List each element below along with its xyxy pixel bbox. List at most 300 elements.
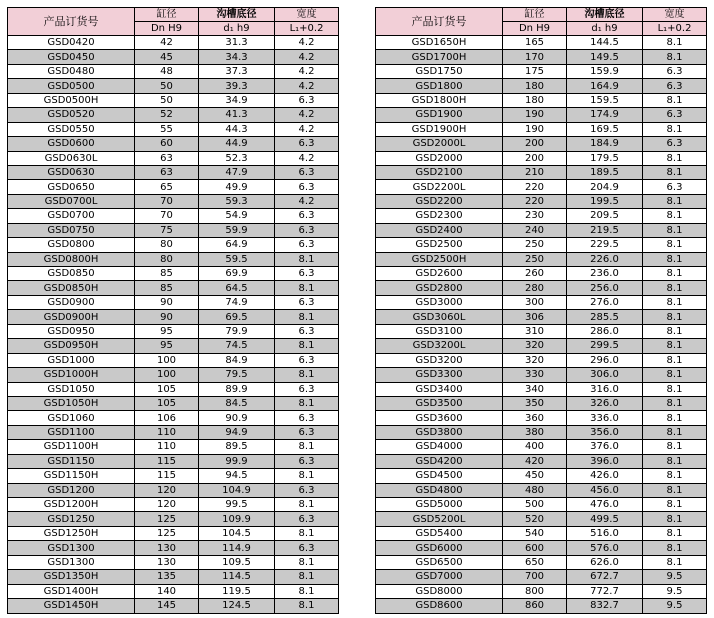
bore-cell: 380 <box>503 425 567 439</box>
groove-diameter-cell: 104.9 <box>199 483 275 497</box>
groove-diameter-cell: 236.0 <box>567 267 643 281</box>
part-number-cell: GSD2000L <box>376 137 503 151</box>
width-cell: 8.1 <box>643 267 707 281</box>
bore-cell: 110 <box>135 440 199 454</box>
bore-cell: 165 <box>503 36 567 50</box>
groove-diameter-cell: 74.5 <box>199 339 275 353</box>
table-row <box>376 194 707 208</box>
part-number-cell: GSD0630 <box>8 165 135 179</box>
groove-diameter-cell: 229.5 <box>567 238 643 252</box>
width-unit-header: L₁+0.2 <box>275 22 339 36</box>
groove-diameter-cell: 209.5 <box>567 209 643 223</box>
groove-diameter-cell: 184.9 <box>567 137 643 151</box>
table-row <box>376 151 707 165</box>
groove-diameter-header: 沟槽底径 <box>199 8 275 22</box>
bore-cell: 300 <box>503 295 567 309</box>
bore-cell: 500 <box>503 498 567 512</box>
part-number-cell: GSD1100 <box>8 425 135 439</box>
groove-diameter-cell: 169.5 <box>567 122 643 136</box>
part-number-cell: GSD3100 <box>376 324 503 338</box>
part-number-cell: GSD1200H <box>8 498 135 512</box>
bore-cell: 180 <box>503 79 567 93</box>
table-row <box>8 36 339 50</box>
table-row <box>8 93 339 107</box>
bore-cell: 110 <box>135 425 199 439</box>
part-number-cell: GSD3400 <box>376 382 503 396</box>
bore-cell: 200 <box>503 151 567 165</box>
width-cell: 6.3 <box>275 295 339 309</box>
width-cell: 8.1 <box>643 469 707 483</box>
header-row <box>376 8 707 22</box>
width-cell: 8.1 <box>275 526 339 540</box>
groove-unit-header: d₁ h9 <box>567 22 643 36</box>
table-row <box>376 541 707 555</box>
groove-diameter-cell: 44.9 <box>199 137 275 151</box>
width-cell: 8.1 <box>643 382 707 396</box>
width-header: 宽度 <box>275 8 339 22</box>
bore-cell: 330 <box>503 368 567 382</box>
part-number-cell: GSD1000 <box>8 353 135 367</box>
width-cell: 6.3 <box>275 425 339 439</box>
table-row <box>376 50 707 64</box>
part-number-cell: GSD7000 <box>376 570 503 584</box>
width-cell: 8.1 <box>643 295 707 309</box>
table-row <box>8 541 339 555</box>
part-number-cell: GSD5000 <box>376 498 503 512</box>
groove-diameter-cell: 276.0 <box>567 295 643 309</box>
width-cell: 8.1 <box>643 36 707 50</box>
width-cell: 6.3 <box>275 209 339 223</box>
part-number-cell: GSD2800 <box>376 281 503 295</box>
bore-cell: 200 <box>503 137 567 151</box>
bore-cell: 860 <box>503 599 567 613</box>
width-cell: 8.1 <box>275 368 339 382</box>
part-number-cell: GSD1650H <box>376 36 503 50</box>
bore-cell: 350 <box>503 396 567 410</box>
bore-cell: 145 <box>135 599 199 613</box>
bore-cell: 230 <box>503 209 567 223</box>
width-cell: 8.1 <box>275 599 339 613</box>
bore-cell: 70 <box>135 194 199 208</box>
table-row <box>376 108 707 122</box>
bore-cell: 50 <box>135 79 199 93</box>
groove-diameter-cell: 286.0 <box>567 324 643 338</box>
table-row <box>8 339 339 353</box>
table-row <box>376 93 707 107</box>
bore-cell: 80 <box>135 252 199 266</box>
groove-diameter-cell: 109.9 <box>199 512 275 526</box>
groove-diameter-cell: 426.0 <box>567 469 643 483</box>
groove-diameter-cell: 79.5 <box>199 368 275 382</box>
part-number-cell: GSD1100H <box>8 440 135 454</box>
table-row <box>376 512 707 526</box>
part-number-cell: GSD2200 <box>376 194 503 208</box>
part-number-cell: GSD3300 <box>376 368 503 382</box>
width-cell: 9.5 <box>643 570 707 584</box>
part-number-cell: GSD3200L <box>376 339 503 353</box>
bore-cell: 55 <box>135 122 199 136</box>
groove-diameter-cell: 41.3 <box>199 108 275 122</box>
part-number-cell: GSD1250 <box>8 512 135 526</box>
part-number-cell: GSD4800 <box>376 483 503 497</box>
width-cell: 8.1 <box>643 555 707 569</box>
bore-cell: 125 <box>135 512 199 526</box>
width-cell: 8.1 <box>643 454 707 468</box>
table-row <box>376 599 707 613</box>
part-number-cell: GSD3600 <box>376 411 503 425</box>
bore-cell: 540 <box>503 526 567 540</box>
groove-diameter-cell: 49.9 <box>199 180 275 194</box>
width-cell: 8.1 <box>643 252 707 266</box>
part-number-cell: GSD1800 <box>376 79 503 93</box>
part-number-cell: GSD1050 <box>8 382 135 396</box>
table-row <box>8 267 339 281</box>
groove-diameter-cell: 114.5 <box>199 570 275 584</box>
part-number-cell: GSD1800H <box>376 93 503 107</box>
part-number-cell: GSD0900H <box>8 310 135 324</box>
groove-diameter-cell: 89.9 <box>199 382 275 396</box>
part-number-cell: GSD2500 <box>376 238 503 252</box>
width-cell: 6.3 <box>643 79 707 93</box>
table-row <box>8 498 339 512</box>
width-cell: 8.1 <box>275 469 339 483</box>
bore-cell: 63 <box>135 165 199 179</box>
table-row <box>8 180 339 194</box>
bore-cell: 175 <box>503 64 567 78</box>
bore-cell: 120 <box>135 483 199 497</box>
groove-diameter-cell: 31.3 <box>199 36 275 50</box>
bore-cell: 100 <box>135 368 199 382</box>
part-number-cell: GSD0850 <box>8 267 135 281</box>
width-cell: 8.1 <box>643 526 707 540</box>
bore-cell: 280 <box>503 281 567 295</box>
bore-cell: 220 <box>503 194 567 208</box>
part-number-cell: GSD3800 <box>376 425 503 439</box>
part-number-cell: GSD2000 <box>376 151 503 165</box>
seal-spec-table-left <box>7 7 339 614</box>
groove-diameter-cell: 159.5 <box>567 93 643 107</box>
table-row <box>376 238 707 252</box>
bore-cell: 106 <box>135 411 199 425</box>
part-number-cell: GSD1250H <box>8 526 135 540</box>
width-cell: 8.1 <box>275 440 339 454</box>
groove-diameter-cell: 104.5 <box>199 526 275 540</box>
part-number-cell: GSD0950H <box>8 339 135 353</box>
part-number-cell: GSD6000 <box>376 541 503 555</box>
part-number-cell: GSD2100 <box>376 165 503 179</box>
groove-diameter-cell: 149.5 <box>567 50 643 64</box>
groove-diameter-cell: 69.9 <box>199 267 275 281</box>
width-cell: 9.5 <box>643 599 707 613</box>
table-row <box>8 396 339 410</box>
width-cell: 8.1 <box>275 281 339 295</box>
groove-diameter-cell: 832.7 <box>567 599 643 613</box>
table-row <box>8 252 339 266</box>
width-cell: 6.3 <box>275 324 339 338</box>
table-row <box>8 223 339 237</box>
table-row <box>8 295 339 309</box>
width-cell: 8.1 <box>643 512 707 526</box>
table-row <box>8 526 339 540</box>
bore-cell: 45 <box>135 50 199 64</box>
width-cell: 8.1 <box>275 584 339 598</box>
table-row <box>8 599 339 613</box>
table-row <box>8 64 339 78</box>
table-row <box>8 194 339 208</box>
part-number-cell: GSD0600 <box>8 137 135 151</box>
groove-diameter-cell: 219.5 <box>567 223 643 237</box>
width-cell: 6.3 <box>643 108 707 122</box>
width-cell: 8.1 <box>643 310 707 324</box>
width-cell: 6.3 <box>275 411 339 425</box>
table-row <box>8 584 339 598</box>
bore-cell: 42 <box>135 36 199 50</box>
bore-header: 缸径 <box>503 8 567 22</box>
table-row <box>8 425 339 439</box>
table-row <box>376 324 707 338</box>
groove-diameter-cell: 626.0 <box>567 555 643 569</box>
table-row <box>376 267 707 281</box>
table-row <box>376 570 707 584</box>
bore-cell: 320 <box>503 353 567 367</box>
part-number-cell: GSD1750 <box>376 64 503 78</box>
width-cell: 6.3 <box>275 512 339 526</box>
bore-cell: 600 <box>503 541 567 555</box>
groove-diameter-cell: 99.9 <box>199 454 275 468</box>
width-cell: 8.1 <box>643 324 707 338</box>
width-cell: 4.2 <box>275 122 339 136</box>
table-row <box>376 498 707 512</box>
table-row <box>376 425 707 439</box>
table-row <box>376 555 707 569</box>
part-number-cell: GSD3200 <box>376 353 503 367</box>
part-number-cell: GSD1150 <box>8 454 135 468</box>
part-number-cell: GSD0500 <box>8 79 135 93</box>
bore-cell: 220 <box>503 180 567 194</box>
width-cell: 6.3 <box>275 137 339 151</box>
width-cell: 8.1 <box>643 498 707 512</box>
width-cell: 8.1 <box>643 396 707 410</box>
table-row <box>8 79 339 93</box>
bore-cell: 480 <box>503 483 567 497</box>
bore-cell: 310 <box>503 324 567 338</box>
part-number-cell: GSD2200L <box>376 180 503 194</box>
width-cell: 8.1 <box>643 50 707 64</box>
groove-diameter-cell: 64.9 <box>199 238 275 252</box>
groove-diameter-cell: 64.5 <box>199 281 275 295</box>
groove-diameter-cell: 74.9 <box>199 295 275 309</box>
part-number-cell: GSD0750 <box>8 223 135 237</box>
table-row <box>8 108 339 122</box>
part-number-cell: GSD2600 <box>376 267 503 281</box>
part-number-cell: GSD0900 <box>8 295 135 309</box>
width-cell: 8.1 <box>643 194 707 208</box>
table-row <box>8 411 339 425</box>
groove-diameter-cell: 299.5 <box>567 339 643 353</box>
part-number-cell: GSD0550 <box>8 122 135 136</box>
width-cell: 8.1 <box>643 223 707 237</box>
groove-diameter-cell: 124.5 <box>199 599 275 613</box>
bore-cell: 50 <box>135 93 199 107</box>
part-number-cell: GSD1400H <box>8 584 135 598</box>
bore-cell: 240 <box>503 223 567 237</box>
width-header: 宽度 <box>643 8 707 22</box>
groove-diameter-cell: 94.5 <box>199 469 275 483</box>
part-number-cell: GSD0520 <box>8 108 135 122</box>
width-cell: 4.2 <box>275 194 339 208</box>
bore-header: 缸径 <box>135 8 199 22</box>
groove-diameter-cell: 59.5 <box>199 252 275 266</box>
table-row <box>376 165 707 179</box>
table-row <box>376 122 707 136</box>
table-row <box>8 310 339 324</box>
width-cell: 8.1 <box>275 339 339 353</box>
width-cell: 8.1 <box>643 411 707 425</box>
part-number-cell: GSD0420 <box>8 36 135 50</box>
groove-diameter-cell: 90.9 <box>199 411 275 425</box>
width-cell: 4.2 <box>275 50 339 64</box>
groove-diameter-cell: 456.0 <box>567 483 643 497</box>
width-cell: 8.1 <box>643 281 707 295</box>
part-number-cell: GSD0800H <box>8 252 135 266</box>
groove-diameter-cell: 199.5 <box>567 194 643 208</box>
table-row <box>376 295 707 309</box>
bore-cell: 105 <box>135 396 199 410</box>
groove-diameter-cell: 296.0 <box>567 353 643 367</box>
table-row <box>8 555 339 569</box>
bore-cell: 400 <box>503 440 567 454</box>
table-row <box>376 310 707 324</box>
bore-cell: 340 <box>503 382 567 396</box>
bore-cell: 180 <box>503 93 567 107</box>
groove-diameter-cell: 256.0 <box>567 281 643 295</box>
groove-diameter-cell: 69.5 <box>199 310 275 324</box>
table-row <box>8 512 339 526</box>
part-number-cell: GSD1300 <box>8 555 135 569</box>
table-row <box>8 151 339 165</box>
part-number-cell: GSD0950 <box>8 324 135 338</box>
groove-diameter-cell: 109.5 <box>199 555 275 569</box>
table-row <box>376 483 707 497</box>
groove-diameter-cell: 34.3 <box>199 50 275 64</box>
width-cell: 4.2 <box>275 64 339 78</box>
width-cell: 9.5 <box>643 584 707 598</box>
bore-cell: 140 <box>135 584 199 598</box>
width-cell: 8.1 <box>643 93 707 107</box>
width-cell: 8.1 <box>275 555 339 569</box>
part-number-cell: GSD1350H <box>8 570 135 584</box>
bore-cell: 420 <box>503 454 567 468</box>
bore-cell: 70 <box>135 209 199 223</box>
table-row <box>376 469 707 483</box>
part-number-cell: GSD1200 <box>8 483 135 497</box>
part-number-cell: GSD1700H <box>376 50 503 64</box>
width-cell: 6.3 <box>275 165 339 179</box>
bore-unit-header: Dn H9 <box>503 22 567 36</box>
bore-cell: 700 <box>503 570 567 584</box>
part-number-cell: GSD2300 <box>376 209 503 223</box>
width-cell: 8.1 <box>275 310 339 324</box>
groove-diameter-cell: 59.3 <box>199 194 275 208</box>
bore-cell: 130 <box>135 555 199 569</box>
table-row <box>8 483 339 497</box>
table-row <box>8 238 339 252</box>
part-number-header: 产品订货号 <box>8 8 135 36</box>
groove-diameter-cell: 226.0 <box>567 252 643 266</box>
width-cell: 8.1 <box>643 165 707 179</box>
bore-cell: 80 <box>135 238 199 252</box>
part-number-cell: GSD0500H <box>8 93 135 107</box>
width-cell: 6.3 <box>275 180 339 194</box>
part-number-cell: GSD1300 <box>8 541 135 555</box>
part-number-cell: GSD3060L <box>376 310 503 324</box>
bore-cell: 520 <box>503 512 567 526</box>
groove-diameter-cell: 326.0 <box>567 396 643 410</box>
part-number-cell: GSD3500 <box>376 396 503 410</box>
bore-cell: 190 <box>503 108 567 122</box>
part-number-cell: GSD2400 <box>376 223 503 237</box>
width-cell: 8.1 <box>275 252 339 266</box>
table-row <box>376 382 707 396</box>
bore-cell: 48 <box>135 64 199 78</box>
table-row <box>376 368 707 382</box>
bore-cell: 52 <box>135 108 199 122</box>
table-row <box>8 469 339 483</box>
bore-cell: 120 <box>135 498 199 512</box>
width-cell: 4.2 <box>275 151 339 165</box>
table-row <box>376 252 707 266</box>
bore-cell: 135 <box>135 570 199 584</box>
bore-cell: 65 <box>135 180 199 194</box>
groove-diameter-cell: 189.5 <box>567 165 643 179</box>
part-number-cell: GSD0650 <box>8 180 135 194</box>
groove-diameter-cell: 336.0 <box>567 411 643 425</box>
part-number-header: 产品订货号 <box>376 8 503 36</box>
table-row <box>376 209 707 223</box>
bore-cell: 250 <box>503 252 567 266</box>
table-row <box>376 454 707 468</box>
bore-cell: 105 <box>135 382 199 396</box>
bore-cell: 320 <box>503 339 567 353</box>
part-number-cell: GSD1900H <box>376 122 503 136</box>
width-cell: 6.3 <box>275 353 339 367</box>
part-number-cell: GSD0800 <box>8 238 135 252</box>
bore-cell: 100 <box>135 353 199 367</box>
width-cell: 8.1 <box>643 483 707 497</box>
groove-diameter-cell: 376.0 <box>567 440 643 454</box>
bore-cell: 190 <box>503 122 567 136</box>
bore-cell: 360 <box>503 411 567 425</box>
width-cell: 6.3 <box>275 223 339 237</box>
groove-diameter-cell: 772.7 <box>567 584 643 598</box>
table-row <box>376 411 707 425</box>
bore-cell: 85 <box>135 281 199 295</box>
part-number-cell: GSD2500H <box>376 252 503 266</box>
bore-cell: 75 <box>135 223 199 237</box>
groove-diameter-cell: 285.5 <box>567 310 643 324</box>
width-cell: 6.3 <box>643 64 707 78</box>
groove-diameter-cell: 94.9 <box>199 425 275 439</box>
part-number-cell: GSD1450H <box>8 599 135 613</box>
table-row <box>8 137 339 151</box>
groove-diameter-cell: 159.9 <box>567 64 643 78</box>
width-cell: 8.1 <box>643 425 707 439</box>
width-cell: 8.1 <box>643 368 707 382</box>
bore-cell: 95 <box>135 324 199 338</box>
table-row <box>376 339 707 353</box>
bore-cell: 170 <box>503 50 567 64</box>
table-row <box>376 396 707 410</box>
